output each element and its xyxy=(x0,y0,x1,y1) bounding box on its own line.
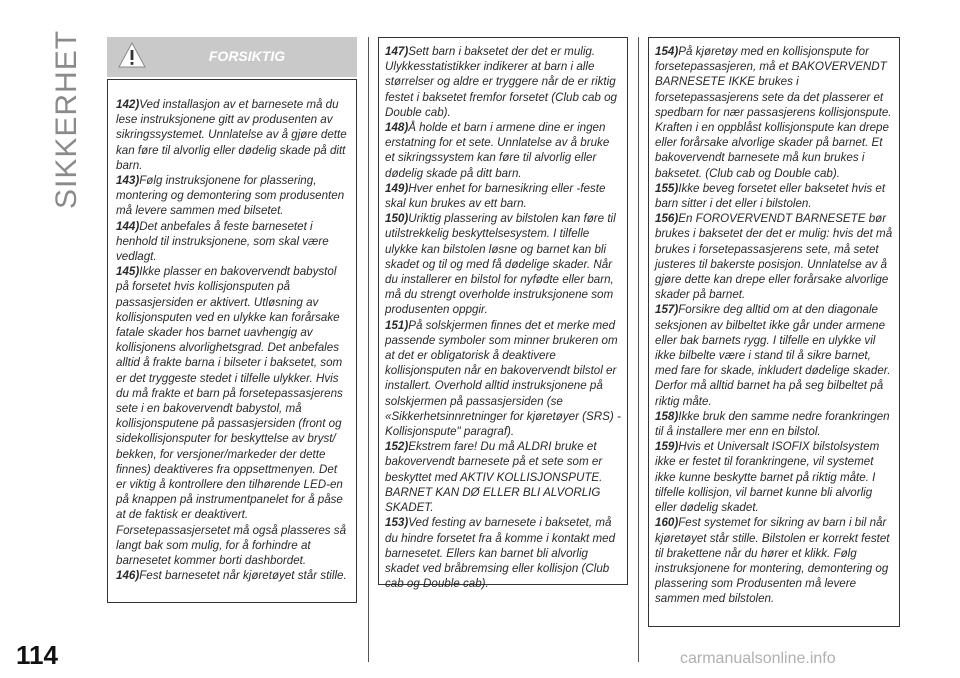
paragraph-number: 143) xyxy=(116,174,140,188)
paragraph-text: På solskjermen finnes det et merke med passende symboler som minner brukeren om at det er obligatorisk å deaktivere kollisjonsputen når en bakovervendt bilstol er installert. Overhold alltid instruksjonene på solskjermen på passasjersiden (se «Sikkerhetsinnretninger for kjøretøyer (SRS) - Kollisjonspute" paragraf). xyxy=(385,318,621,439)
warning-paragraph xyxy=(385,515,621,591)
warning-paragraph xyxy=(116,568,348,583)
paragraph-text: Ved festing av barnesete i baksetet, må du hindre forsetet fra å komme i kontakt med barnesetet. Ellers kan barnet bli alvorlig skadet ved bråbremsing eller kollisjon (Club cab og Double cab). xyxy=(385,516,616,591)
paragraph-number: 159) xyxy=(655,440,679,454)
warning-box-column-2 xyxy=(378,37,628,591)
warning-paragraph xyxy=(655,439,893,515)
paragraph-text: Fest systemet for sikring av barn i bil når kjøretøyet står stille. Bilstolen er korrekt festet til brakettene når du hører et klikk. Følg instruksjonene for montering, demontering og plassering som Produsenten må levere sammen med bilstolen. xyxy=(655,516,890,606)
paragraph-number: 154) xyxy=(655,45,679,58)
warning-paragraph xyxy=(655,44,893,181)
paragraph-number: 155) xyxy=(655,181,679,195)
paragraph-number: 148) xyxy=(385,121,409,135)
paragraph-number: 147) xyxy=(385,45,409,58)
warning-box-column-1 xyxy=(107,79,357,603)
paragraph-text: Ved installasjon av et barnesete må du lese instruksjonene gitt av produsenten av sikringssystemet. Unnlatelse av å gjøre dette kan føre til alvorlig eller dødelig skade på ditt barn. xyxy=(116,98,347,172)
paragraph-number: 156) xyxy=(655,212,679,226)
warning-paragraph xyxy=(385,120,621,181)
watermark: carmanualsonline.info xyxy=(680,650,836,667)
column-divider xyxy=(638,37,639,662)
paragraph-text: En FOROVERVENDT BARNESETE bør brukes i baksetet der det er mulig: hvis det må brukes i forsetepassasjerens sete, må setet justeres til bakerste posisjon. Unnlatelse av å gjøre dette kan drepe eller forårsake alvorlige skader på barnet. xyxy=(655,212,893,302)
warning-box-column-3 xyxy=(648,37,900,627)
paragraph-text: Ikke plasser en bakovervendt babystol på forsetet hvis kollisjonsputen på passasjersiden er aktivert. Utløsning av kollisjonsputen ved en ulykke kan forårsake fatale skader hos barnet uavhengig av kollisjonens alvorlighetsgrad. Det anbefales alltid å frakte barna i bilseter i baksetet, som er det tryggeste stedet i tilfelle ulykker. Hvis du må frakte et barn på forsetepassasjerens sete i en bakovervendt babystol, må kollisjonsputene på passasjersiden (front og sidekollisjonsputer for beskyttelse av bryst/ bekken, for versjoner/markeder der dette finnes) deaktiveres fra oppsettmenyen. Det er viktig å kontrollere den tilhørende LED-en på knappen på instrumentpanelet for å påse at de faktisk er deaktivert. Forsetepassasjersetet må også plasseres så langt bak som mulig, for å forhindre at barnesetet kommer borti dashbordet. xyxy=(116,265,347,568)
warning-paragraph xyxy=(385,439,621,515)
warning-paragraph xyxy=(385,44,621,120)
paragraph-text: Det anbefales å feste barnesetet i henhold til instruksjonene, som skal være vedlagt. xyxy=(116,219,329,264)
warning-paragraph xyxy=(116,219,348,265)
paragraph-text: Hvis et Universalt ISOFIX bilstolsystem ikke er festet til forankringene, vil systemet ikke kunne beskytte barnet på riktig måte. I tilfelle kollisjon, vil barnet kunne bli alvorlig eller dødelig skadet. xyxy=(655,440,880,515)
paragraph-text: Hver enhet for barnesikring eller -feste skal kun brukes av ett barn. xyxy=(385,181,606,211)
paragraph-text: Ikke bruk den samme nedre forankringen til å installere mer enn en bilstol. xyxy=(655,409,890,439)
paragraph-number: 149) xyxy=(385,181,409,195)
warning-paragraph xyxy=(385,181,621,211)
warning-title: FORSIKTIG xyxy=(208,48,286,64)
paragraph-number: 145) xyxy=(116,265,140,279)
paragraph-number: 160) xyxy=(655,516,679,530)
page-number: 114 xyxy=(16,640,58,670)
warning-paragraph xyxy=(116,264,348,568)
paragraph-number: 152) xyxy=(385,440,409,454)
warning-paragraph xyxy=(385,318,621,440)
paragraph-number: 144) xyxy=(116,219,140,233)
paragraph-text: Uriktig plassering av bilstolen kan føre til utilstrekkelig beskyttelsesystem. I tilfelle ulykke kan bilstolen løsne og barnet kan bli skadet og til og med få dødelige skader. Når du installerer en bilstol for nyfødte eller barn, må du strengt overholde instruksjonene som produsenten oppgir. xyxy=(385,212,616,317)
warning-paragraph xyxy=(655,181,893,211)
warning-paragraph xyxy=(655,302,893,408)
paragraph-text: Fest barnesetet når kjøretøyet står stille. xyxy=(139,569,347,583)
paragraph-text: Ikke beveg forsetet eller baksetet hvis et barn sitter i det eller i bilstolen. xyxy=(655,181,886,211)
paragraph-text: Forsikre deg alltid om at den diagonale seksjonen av bilbeltet ikke går under armene eller bak barnets rygg. I tilfelle en ulykke vil ikke bilbelte være i stand til å sikre barnet, med fare for skade, inkludert dødelige skader. Derfor må alltid barnet ha på seg bilbeltet på riktig måte. xyxy=(655,303,891,408)
paragraph-number: 151) xyxy=(385,318,409,332)
warning-paragraph xyxy=(385,211,621,317)
paragraph-text: Følg instruksjonene for plassering, montering og demontering som produsenten må levere sammen med bilsetet. xyxy=(116,174,345,218)
warning-paragraph xyxy=(116,173,348,219)
warning-header xyxy=(107,37,357,77)
warning-paragraph xyxy=(655,211,893,302)
paragraph-text: Sett barn i baksetet der det er mulig. Ulykkesstatistikker indikerer at barn i alle størrelser og aldre er tryggere når de er riktig festet i baksetet fremfor forsetet (Club cab og Double cab). xyxy=(385,45,617,119)
paragraph-number: 157) xyxy=(655,303,679,317)
paragraph-text: På kjøretøy med en kollisjonspute for forsetepassasjeren, må et BAKOVERVENDT BARNESETE IKKE brukes i forsetepassasjerens sete da det plasserer et spedbarn for nær passasjerens kollisjonspute. Kraften i en oppblåst kollisjonspute kan drepe eller forårsake alvorlige skader på barnet. Et bakovervendt barnesete må kun brukes i baksetet. (Club cab og Double cab). xyxy=(655,45,892,180)
warning-paragraph xyxy=(655,409,893,439)
paragraph-number: 142) xyxy=(116,98,140,111)
paragraph-number: 150) xyxy=(385,212,409,226)
column-divider xyxy=(368,37,369,662)
section-label: SIKKERHET xyxy=(50,30,83,210)
paragraph-number: 153) xyxy=(385,516,409,530)
warning-paragraph xyxy=(116,97,348,173)
paragraph-number: 146) xyxy=(116,569,140,583)
paragraph-text: Ekstrem fare! Du må ALDRI bruke et bakovervendt barnesete på et sete som er beskyttet med AKTIV KOLLISJONSPUTE. BARNET KAN DØ ELLER BLI ALVORLIG SKADET. xyxy=(385,440,603,515)
warning-paragraph xyxy=(655,515,893,606)
paragraph-number: 158) xyxy=(655,409,679,423)
paragraph-text: Å holde et barn i armene dine er ingen erstatning for et sete. Unnlatelse av å bruke et sikringssystem kan føre til alvorlig eller dødelig skade på ditt barn. xyxy=(385,121,610,180)
